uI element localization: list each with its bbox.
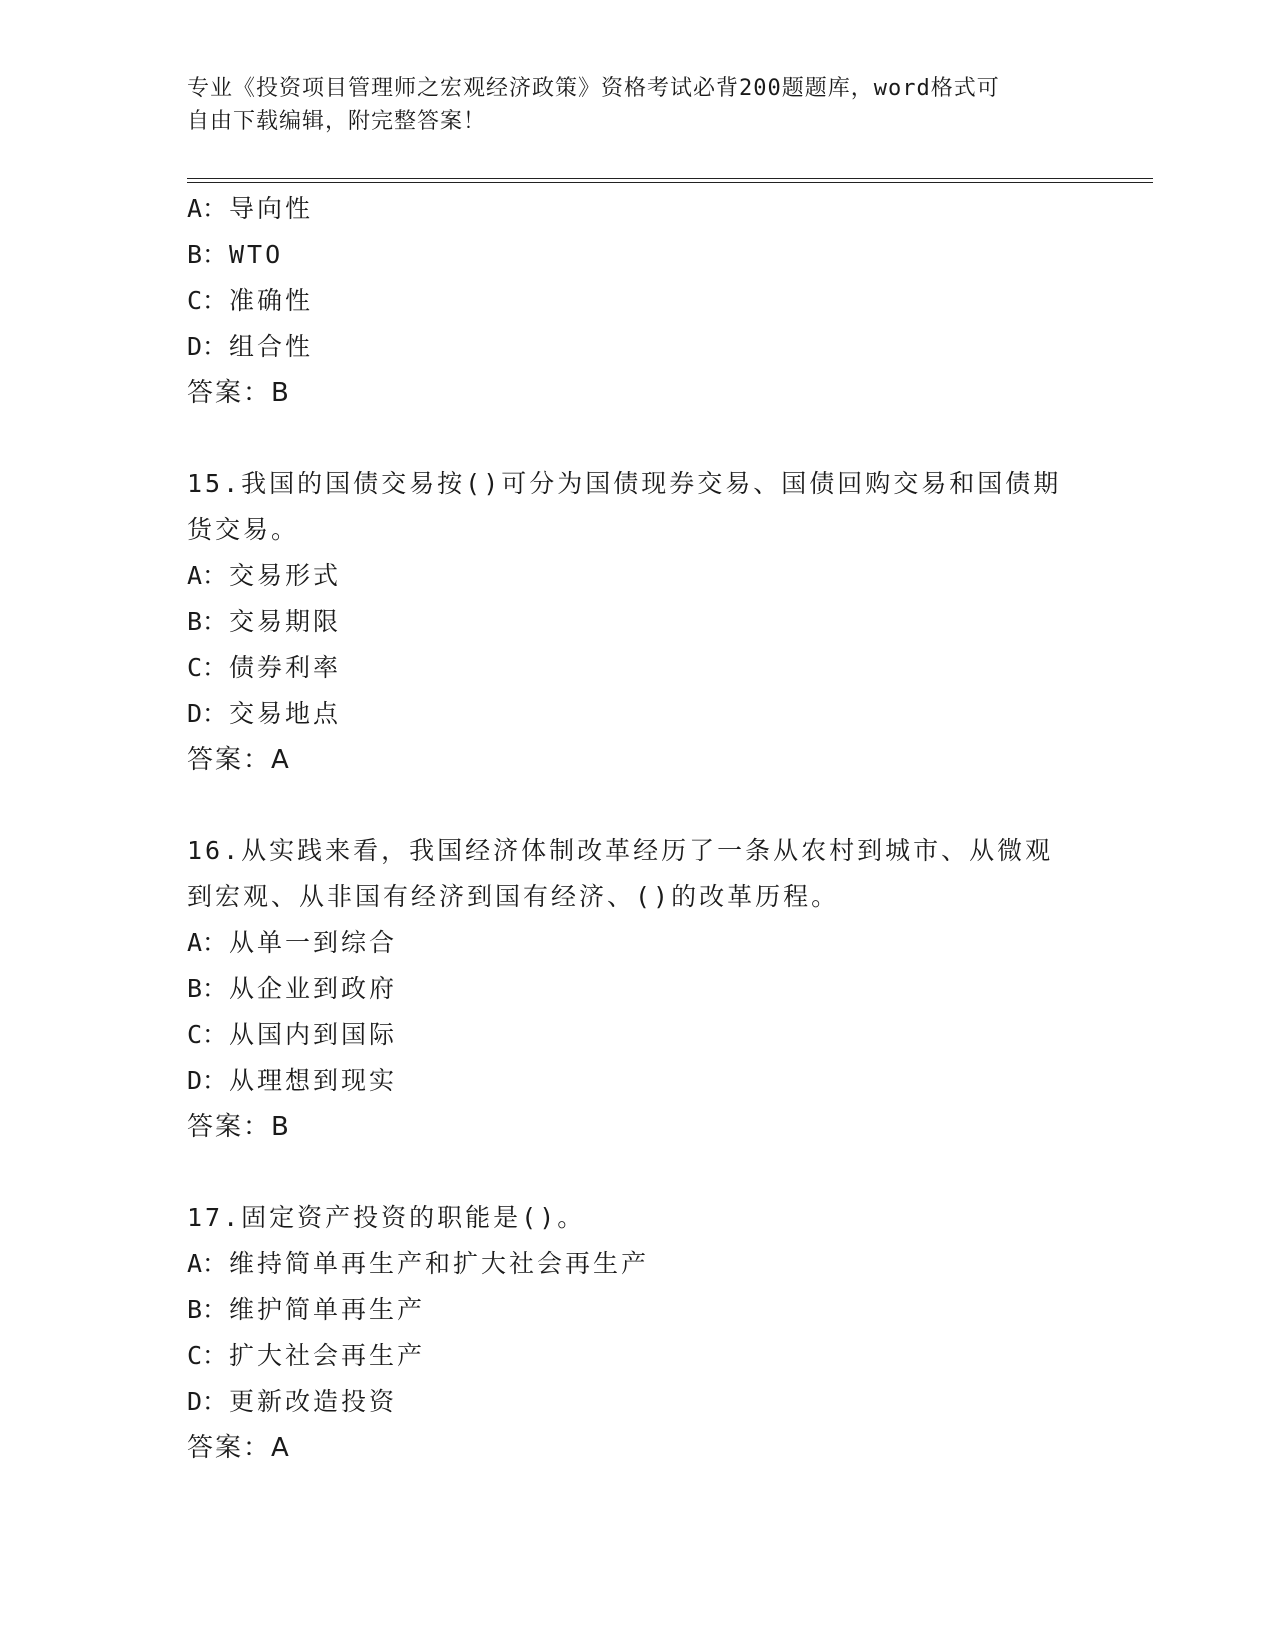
option-d bbox=[187, 1058, 1087, 1104]
question-list bbox=[187, 186, 1087, 1471]
option-text: 维持简单再生产和扩大社会再生产 bbox=[229, 1249, 650, 1278]
answer-line: 答案：B bbox=[187, 1112, 291, 1142]
option-a bbox=[187, 186, 1087, 232]
option-b bbox=[187, 599, 1087, 645]
option-key: C： bbox=[187, 653, 228, 682]
option-key: B： bbox=[187, 240, 228, 269]
option-text: 从企业到政府 bbox=[229, 974, 398, 1003]
option-a bbox=[187, 553, 1087, 599]
option-text: 债券利率 bbox=[229, 653, 342, 682]
option-key: D： bbox=[187, 1066, 228, 1095]
option-text: 组合性 bbox=[229, 332, 314, 361]
answer-line: 答案：A bbox=[187, 1433, 291, 1463]
answer-line: 答案：B bbox=[187, 378, 291, 408]
question-stem-line-1: 15.我国的国债交易按()可分为国债现券交易、国债回购交易和国债期 bbox=[187, 469, 1062, 498]
option-text: 更新改造投资 bbox=[229, 1387, 398, 1416]
question-stem-line-2: 到宏观、从非国有经济到国有经济、()的改革历程。 bbox=[187, 882, 840, 911]
option-text: 交易形式 bbox=[229, 561, 342, 590]
option-c bbox=[187, 1333, 1087, 1379]
question-17 bbox=[187, 1195, 1087, 1471]
option-text: WTO bbox=[229, 240, 284, 269]
option-key: A： bbox=[187, 194, 228, 223]
option-key: C： bbox=[187, 1020, 228, 1049]
option-text: 从国内到国际 bbox=[229, 1020, 398, 1049]
option-text: 扩大社会再生产 bbox=[229, 1341, 426, 1370]
question-spacer bbox=[187, 783, 1087, 828]
header-line-2: 自由下载编辑，附完整答案！ bbox=[187, 109, 487, 134]
option-d bbox=[187, 324, 1087, 370]
option-c bbox=[187, 645, 1087, 691]
option-text: 交易期限 bbox=[229, 607, 342, 636]
option-key: C： bbox=[187, 286, 228, 315]
option-text: 从单一到综合 bbox=[229, 928, 398, 957]
option-text: 维护简单再生产 bbox=[229, 1295, 426, 1324]
header-divider-top bbox=[187, 178, 1153, 179]
question-spacer bbox=[187, 416, 1087, 461]
option-c bbox=[187, 278, 1087, 324]
option-b bbox=[187, 966, 1087, 1012]
question-stem-line-2: 货交易。 bbox=[187, 515, 300, 544]
option-key: B： bbox=[187, 1295, 228, 1324]
option-b bbox=[187, 232, 1087, 278]
question-stem-line-1: 17.固定资产投资的职能是()。 bbox=[187, 1203, 586, 1232]
option-key: D： bbox=[187, 1387, 228, 1416]
option-d bbox=[187, 691, 1087, 737]
option-key: A： bbox=[187, 1249, 228, 1278]
option-a bbox=[187, 920, 1087, 966]
header-line-1: 专业《投资项目管理师之宏观经济政策》资格考试必背200题题库，word格式可 bbox=[187, 76, 1000, 101]
option-d bbox=[187, 1379, 1087, 1425]
option-key: C： bbox=[187, 1341, 228, 1370]
option-key: B： bbox=[187, 607, 228, 636]
option-key: D： bbox=[187, 332, 228, 361]
question-14 bbox=[187, 186, 1087, 416]
question-stem-line-1: 16.从实践来看，我国经济体制改革经历了一条从农村到城市、从微观 bbox=[187, 836, 1054, 865]
header-divider-bottom bbox=[187, 182, 1153, 183]
option-text: 导向性 bbox=[229, 194, 314, 223]
answer-line: 答案：A bbox=[187, 745, 291, 775]
question-16 bbox=[187, 828, 1087, 1150]
option-key: D： bbox=[187, 699, 228, 728]
option-c bbox=[187, 1012, 1087, 1058]
document-header bbox=[187, 72, 1067, 138]
option-b bbox=[187, 1287, 1087, 1333]
option-a bbox=[187, 1241, 1087, 1287]
option-text: 从理想到现实 bbox=[229, 1066, 398, 1095]
option-key: B： bbox=[187, 974, 228, 1003]
question-15 bbox=[187, 461, 1087, 783]
option-key: A： bbox=[187, 561, 228, 590]
option-text: 准确性 bbox=[229, 286, 314, 315]
option-text: 交易地点 bbox=[229, 699, 342, 728]
option-key: A： bbox=[187, 928, 228, 957]
question-spacer bbox=[187, 1150, 1087, 1195]
